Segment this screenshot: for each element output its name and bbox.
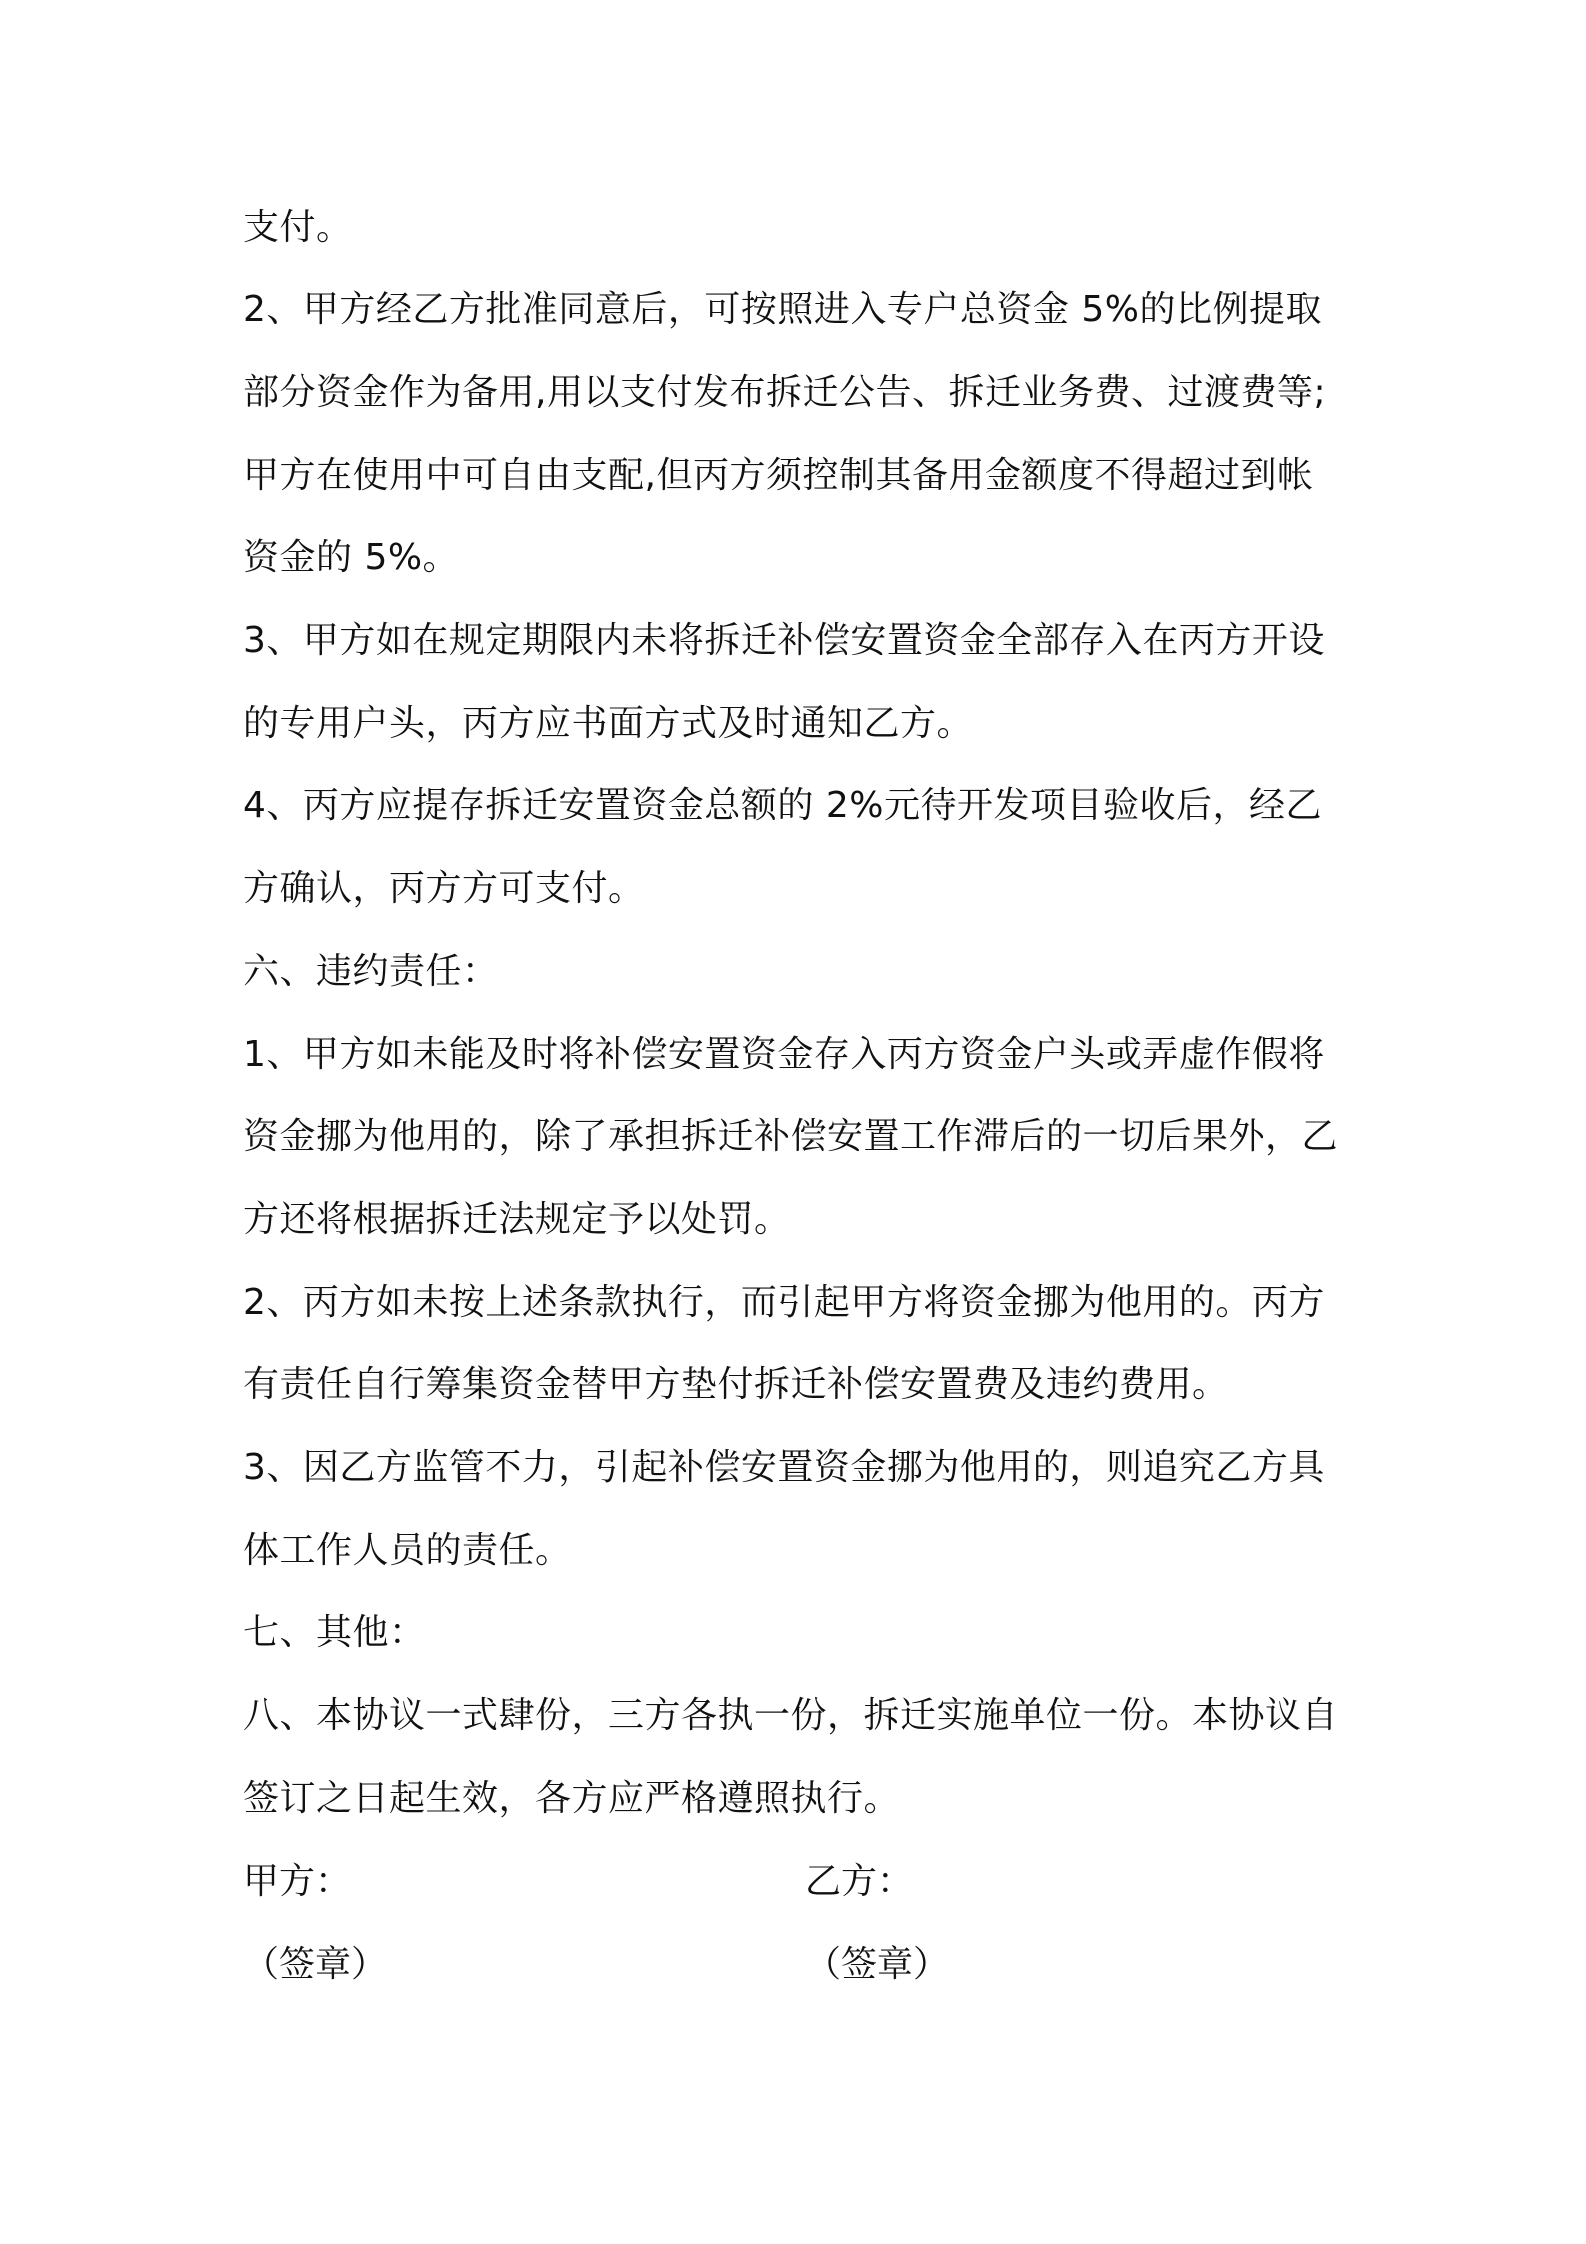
text-line: 部分资金作为备用,用以支付发布拆迁公告、拆迁业务费、过渡费等;: [243, 372, 1327, 413]
text-line: 签订之日起生效，各方应严格遵照执行。: [243, 1778, 901, 1819]
text-line: 3、因乙方监管不力，引起补偿安置资金挪为他用的，则追究乙方具: [243, 1447, 1325, 1488]
text-line: 4、丙方应提存拆迁安置资金总额的 2%元待开发项目验收后，经乙: [243, 785, 1322, 826]
text-line: 3、甲方如在规定期限内未将拆迁补偿安置资金全部存入在丙方开设: [243, 620, 1325, 661]
section-heading: 六、违约责任：: [243, 951, 499, 992]
party-b-label: 乙方：: [805, 1861, 914, 1902]
party-a-label: 甲方：: [243, 1861, 352, 1902]
party-a-seal: （签章）: [243, 1944, 388, 1985]
text-line: 体工作人员的责任。: [243, 1530, 572, 1571]
text-line: 2、甲方经乙方批准同意后，可按照进入专户总资金 5%的比例提取: [243, 289, 1322, 330]
text-line: 方还将根据拆迁法规定予以处罚。: [243, 1199, 791, 1240]
text-line: 甲方在使用中可自由支配,但丙方须控制其备用金额度不得超过到帐: [243, 455, 1314, 496]
text-line: 资金挪为他用的，除了承担拆迁补偿安置工作滞后的一切后果外，乙: [243, 1116, 1339, 1157]
party-b-seal: （签章）: [805, 1944, 950, 1985]
text-line: 支付。: [243, 207, 353, 248]
text-line: 1、甲方如未能及时将补偿安置资金存入丙方资金户头或弄虚作假将: [243, 1034, 1325, 1075]
text-line: 方确认，丙方方可支付。: [243, 868, 645, 909]
text-line: 资金的 5%。: [243, 537, 460, 578]
text-line: 的专用户头，丙方应书面方式及时通知乙方。: [243, 703, 974, 744]
text-line: 八、本协议一式肆份，三方各执一份，拆迁实施单位一份。本协议自: [243, 1695, 1339, 1736]
section-heading: 七、其他：: [243, 1612, 426, 1653]
text-line: 有责任自行筹集资金替甲方垫付拆迁补偿安置费及违约费用。: [243, 1364, 1229, 1405]
text-line: 2、丙方如未按上述条款执行，而引起甲方将资金挪为他用的。丙方: [243, 1282, 1325, 1323]
